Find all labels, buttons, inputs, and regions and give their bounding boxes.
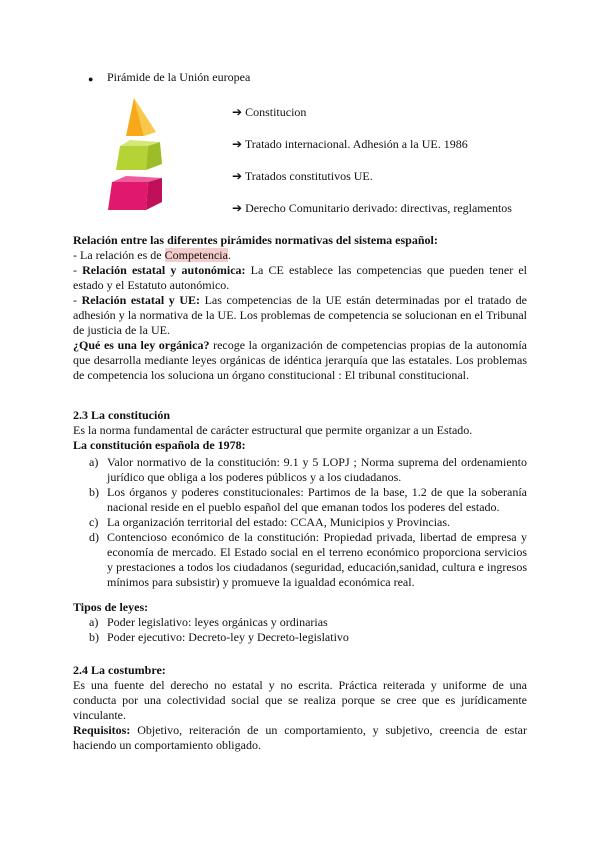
relation-line-1: - La relación es de Competencia. xyxy=(73,248,231,262)
ley-organica-paragraph: ¿Qué es una ley orgánica? recoge la organización de competencias propias de la autonomía que desarrolla mediante leyes orgánicas de idéntica jerarquía que las estatales. Los problemas de competencia los soluciona un órgano constitucional : El tribunal constitucional. xyxy=(73,338,528,382)
tipos-leyes-title: Tipos de leyes: xyxy=(73,600,149,614)
requisitos-paragraph: Requisitos: Objetivo, reiteración de un comportamiento, y subjetivo, creencia de estar haciendo un comportamiento obligado. xyxy=(73,723,527,752)
section-2-3 xyxy=(73,408,527,453)
relation-section xyxy=(73,233,527,383)
pyramid-figure xyxy=(104,96,164,216)
constitucion-subtitle: La constitución española de 1978: xyxy=(73,438,246,452)
bullet-title: Pirámide de la Unión europea xyxy=(107,70,251,84)
pyramid-level-bottom-right xyxy=(146,178,162,210)
section-2-4-title: 2.4 La costumbre: xyxy=(73,663,166,677)
highlight-competencia: Competencia xyxy=(164,248,228,262)
arrow-item: ➔ Constitucion xyxy=(232,105,307,119)
arrow-icon: ➔ xyxy=(232,201,243,215)
pyramid-level-bottom xyxy=(108,182,148,210)
list-item: b) Poder ejecutivo: Decreto-ley y Decreto-legislativo xyxy=(89,630,349,644)
list-item: b) Los órganos y poderes constitucionales: Partimos de la base, 1.2 de que la soberanía nacional reside en el pueblo español del que emanan todos los poderes del estado. xyxy=(89,485,527,514)
arrow-icon: ➔ xyxy=(232,169,243,183)
section-2-4 xyxy=(73,663,527,753)
arrow-item: ➔ Tratados constitutivos UE. xyxy=(232,169,373,183)
relation-title: Relación entre las diferentes pirámides normativas del sistema español: xyxy=(73,233,438,247)
pyramid-level-middle xyxy=(116,146,148,170)
arrow-item: ➔ Tratado internacional. Adhesión a la UE. 1986 xyxy=(232,137,468,151)
arrow-icon: ➔ xyxy=(232,105,243,119)
list-item: a) Poder legislativo: leyes orgánicas y ordinarias xyxy=(89,615,328,629)
section-2-3-intro: Es la norma fundamental de carácter estructural que permite organizar a un Estado. xyxy=(73,423,473,437)
section-2-3-title: 2.3 La constitución xyxy=(73,408,171,422)
bullet-icon: ● xyxy=(88,74,94,84)
list-item: a) Valor normativo de la constitución: 9.1 y 5 LOPJ ; Norma suprema del ordenamiento jurídico que obliga a los poderes públicos y a los ciudadanos. xyxy=(89,455,527,484)
relation-line-3: - Relación estatal y UE: Las competencias de la UE están determinadas por el tratado de adhesión y la normativa de la UE. Los problemas de competencia se solucionan en el Tribunal de justicia de la UE. xyxy=(73,293,528,337)
arrow-item: ➔ Derecho Comunitario derivado: directivas, reglamentos xyxy=(232,201,512,215)
list-item: c) La organización territorial del estado: CCAA, Municipios y Provincias. xyxy=(89,515,451,529)
list-item: d) Contencioso económico de la constitución: Propiedad privada, libertad de empresa y economía de mercado. El Estado social en el terreno económico proporciona servicios y prestaciones a todos los ciudadanos (seguridad, educación,sanidad, cultura e ingresos mínimos para subsistir) y promueve la igualdad económica real. xyxy=(89,530,527,589)
pyramid-level-middle-right xyxy=(146,142,162,170)
relation-line-2: - Relación estatal y autonómica: La CE establece las competencias que pueden tener el estado y el Estatuto autonómico. xyxy=(73,263,528,292)
section-2-4-intro: Es una fuente del derecho no estatal y no escrita. Práctica reiterada y uniforme de una conducta por una colectividad social que se realiza porque se cree que es jurídicamente vinculante. xyxy=(73,678,527,722)
arrow-icon: ➔ xyxy=(232,137,243,151)
tipos-leyes-list xyxy=(73,615,527,645)
constitucion-list xyxy=(73,455,527,590)
tipos-leyes-section xyxy=(73,600,527,615)
